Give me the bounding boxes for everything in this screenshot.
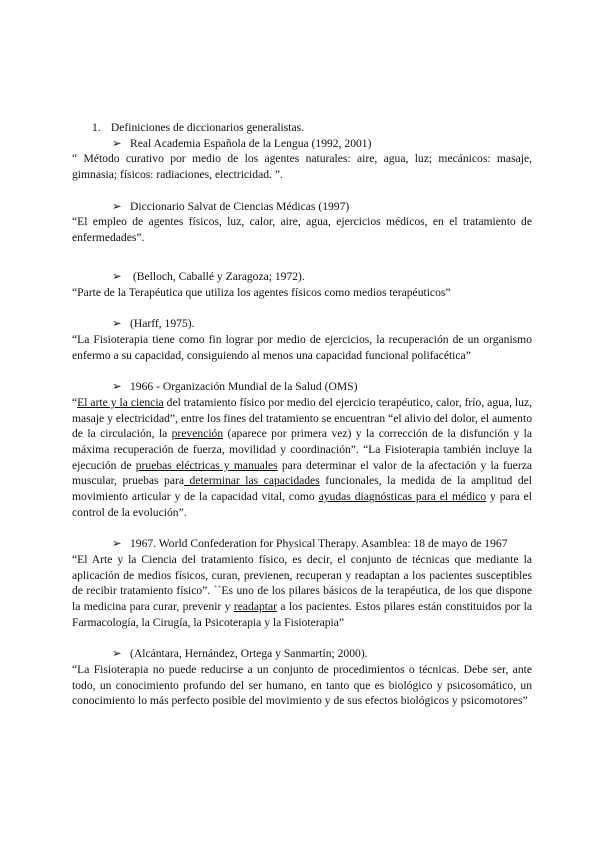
definition-quote: “El empleo de agentes físicos, luz, calor, aire, agua, ejercicios médicos, en el tratamiento de enfermedades”.	[72, 215, 532, 244]
definition-quote: “La Fisioterapia tiene como fin lograr por medio de ejercicios, la recuperación de un organismo enfermo a su capacidad, consiguiendo al menos una capacidad funcional polifacética”	[72, 333, 532, 362]
source-heading-oms: ➢ 1966 - Organización Mundial de la Salud (OMS)	[112, 380, 358, 394]
source-heading-alcantara: ➢ (Alcántara, Hernández, Ortega y Sanmartín; 2000).	[112, 647, 368, 661]
arrow-bullet-icon: ➢	[112, 199, 122, 213]
source-heading-harff: ➢ (Harff, 1975).	[112, 317, 195, 331]
arrow-bullet-icon: ➢	[112, 136, 122, 150]
source-heading-salvat: ➢ Diccionario Salvat de Ciencias Médicas (1997)	[112, 199, 350, 213]
document-content	[72, 120, 532, 709]
definition-quote-wcpt: “El Arte y la Ciencia del tratamiento físico, es decir, el conjunto de técnicas que mediante la aplicación de medios físicos, curan, previenen, recuperan y readaptan a los pacientes susceptibles de recibir tratamiento físico”. ``Es uno de los pilares básicos de la terapéutica, de los que dispone la medicina para curar, prevenir y readaptar a los pacientes. Estos pilares están constituidos por la Farmacología, la Cirugía, la Psicoterapia y la Fisioterapia”	[72, 552, 532, 629]
arrow-bullet-icon: ➢	[112, 537, 122, 551]
definition-quote: “La Fisioterapia no puede reducirse a un conjunto de procedimientos o técnicas. Debe ser, ante todo, un conocimiento profundo del ser humano, en tanto que es biológico y psicosomático, un conocimiento lo más perfecto posible del movimiento y de sus efectos biológicos y psicomotores”	[72, 662, 532, 708]
arrow-bullet-icon: ➢	[112, 270, 122, 284]
underlined-phrase: pruebas eléctricas y manuales	[135, 458, 278, 472]
definition-quote: “Parte de la Terapéutica que utiliza los agentes físicos como medios terapéuticos”	[72, 286, 451, 299]
source-heading-belloch: ➢ (Belloch, Caballé y Zaragoza; 1972).	[112, 270, 305, 284]
section-title	[92, 120, 532, 136]
source-heading-rae: ➢ Real Academia Española de la Lengua (1992, 2001)	[112, 136, 372, 150]
underlined-phrase: determinar las capacidades	[184, 474, 320, 488]
arrow-bullet-icon: ➢	[112, 317, 122, 331]
underlined-phrase: El arte y la ciencia	[77, 395, 164, 409]
underlined-phrase: readaptar	[233, 600, 277, 614]
definition-quote: “ Método curativo por medio de los agentes naturales: aire, agua, luz; mecánicos: masaje, gimnasia; físicos: radiaciones, electricidad. ”.	[72, 152, 532, 182]
section-number: 1.	[92, 121, 101, 134]
source-heading-wcpt: ➢ 1967. World Confederation for Physical Therapy. Asamblea: 18 de mayo de 1967	[112, 537, 508, 551]
arrow-bullet-icon: ➢	[112, 380, 122, 394]
section-title-text: Definiciones de diccionarios generalistas.	[110, 121, 305, 134]
underlined-phrase: ayudas diagnósticas para el médico	[318, 490, 487, 504]
arrow-bullet-icon: ➢	[112, 647, 122, 661]
underlined-phrase: prevención	[171, 427, 224, 441]
definition-quote-oms: “El arte y la ciencia del tratamiento físico por medio del ejercicio terapéutico, calor, frío, agua, luz, masaje y electricidad”, entre los fines del tratamiento se encuentran “el alivio del dolor, el aumento de la circulación, la prevención (aparece por primera vez) y la corrección de la disfunción y la máxima recuperación de fuerza, movilidad y coordinación”. “La Fisioterapia también incluye la ejecución de pruebas eléctricas y manuales para determinar el valor de la afectación y la fuerza muscular, pruebas para determinar las capacidades funcionales, la medida de la amplitud del movimiento articular y de la capacidad vital, como ayudas diagnósticas para el médico y para el control de la evolución”.	[72, 395, 532, 519]
